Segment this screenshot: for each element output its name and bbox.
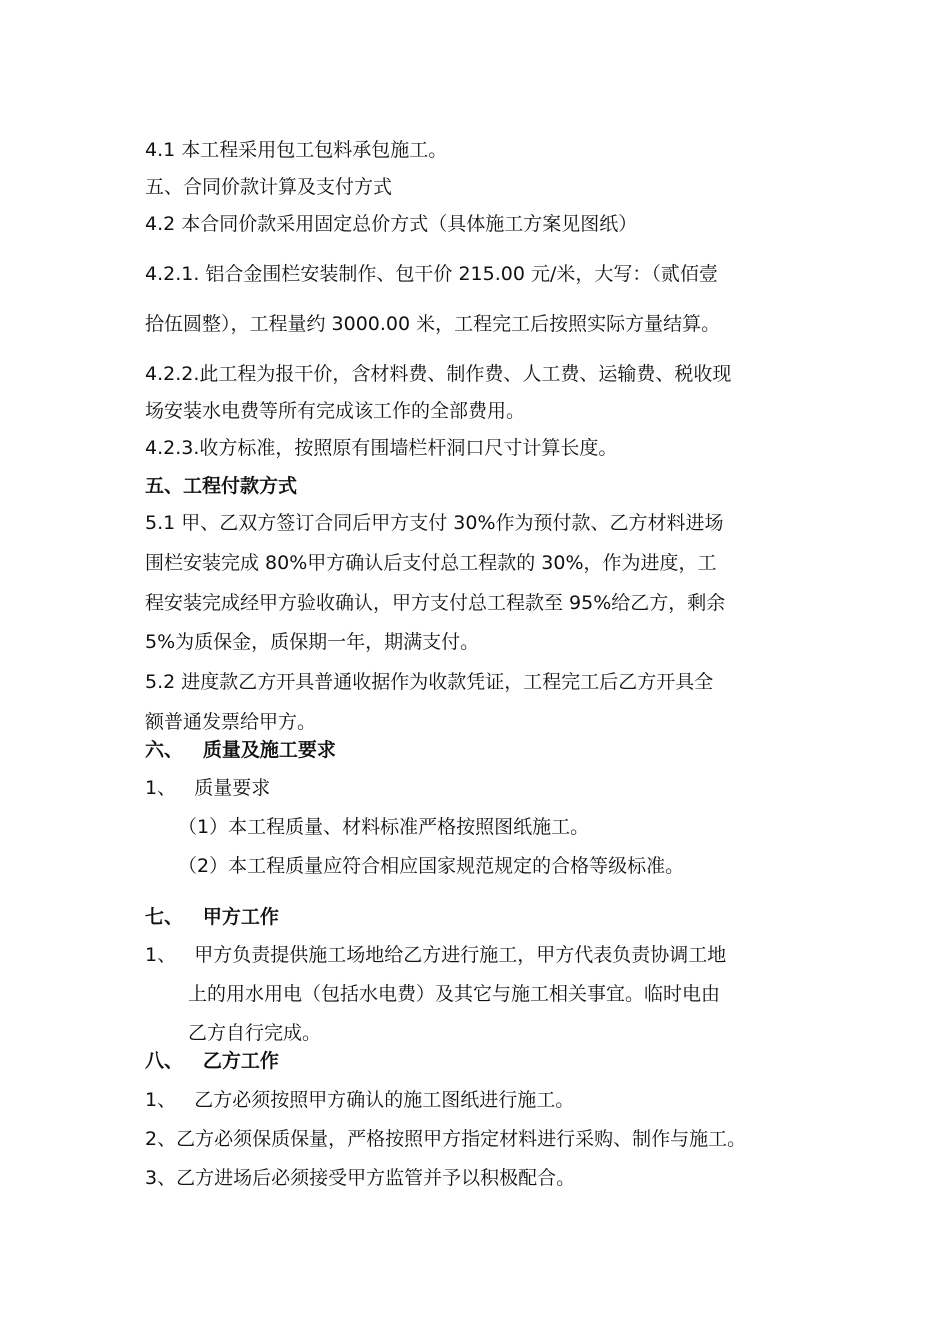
party-b-item-3: 3、乙方进场后必须接受甲方监管并予以积极配合。 [145, 1167, 576, 1189]
party-a-item-1-line3: 乙方自行完成。 [188, 1022, 322, 1044]
quality-subitem-1: （1）本工程质量、材料标准严格按照图纸施工。 [178, 816, 590, 838]
clause-4-2-2-line1: 4.2.2.此工程为报干价，含材料费、制作费、人工费、运输费、税收现 [145, 363, 732, 385]
clause-4-1: 4.1 本工程采用包工包料承包施工。 [145, 139, 448, 161]
clause-5-1-line1: 5.1 甲、乙双方签订合同后甲方支付 30%作为预付款、乙方材料进场 [145, 512, 724, 534]
party-b-item-2: 2、乙方必须保质保量，严格按照甲方指定材料进行采购、制作与施工。 [145, 1128, 747, 1150]
clause-5-2-line1: 5.2 进度款乙方开具普通收据作为收款凭证，工程完工后乙方开具全 [145, 671, 714, 693]
quality-subitem-2: （2）本工程质量应符合相应国家规范规定的合格等级标准。 [178, 855, 685, 877]
clause-5-1-line3: 程安装完成经甲方验收确认，甲方支付总工程款至 95%给乙方，剩余 [145, 592, 726, 614]
section-heading-party-a: 七、 甲方工作 [145, 906, 279, 928]
section-heading-price: 五、合同价款计算及支付方式 [145, 176, 393, 198]
party-a-item-1-line1: 1、 甲方负责提供施工场地给乙方进行施工，甲方代表负责协调工地 [145, 944, 727, 966]
clause-5-1-line2: 围栏安装完成 80%甲方确认后支付总工程款的 30%，作为进度，工 [145, 552, 717, 574]
clause-5-1-line4: 5%为质保金，质保期一年，期满支付。 [145, 631, 480, 653]
clause-5-2-line2: 额普通发票给甲方。 [145, 711, 317, 733]
section-heading-quality: 六、 质量及施工要求 [145, 739, 336, 761]
clause-4-2-1-line1: 4.2.1. 铝合金围栏安装制作、包干价 215.00 元/米，大写：（贰佰壹 [145, 263, 718, 285]
clause-4-2-3: 4.2.3.收方标准，按照原有围墙栏杆洞口尺寸计算长度。 [145, 437, 618, 459]
clause-4-2: 4.2 本合同价款采用固定总价方式（具体施工方案见图纸） [145, 213, 638, 235]
section-heading-party-b: 八、 乙方工作 [145, 1050, 279, 1072]
party-a-item-1-line2: 上的用水用电（包括水电费）及其它与施工相关事宜。临时电由 [188, 983, 721, 1005]
quality-item-1: 1、 质量要求 [145, 777, 271, 799]
section-heading-payment: 五、工程付款方式 [145, 475, 298, 497]
clause-4-2-1-line2: 拾伍圆整），工程量约 3000.00 米，工程完工后按照实际方量结算。 [145, 313, 721, 335]
clause-4-2-2-line2: 场安装水电费等所有完成该工作的全部费用。 [145, 400, 526, 422]
party-b-item-1: 1、 乙方必须按照甲方确认的施工图纸进行施工。 [145, 1089, 575, 1111]
